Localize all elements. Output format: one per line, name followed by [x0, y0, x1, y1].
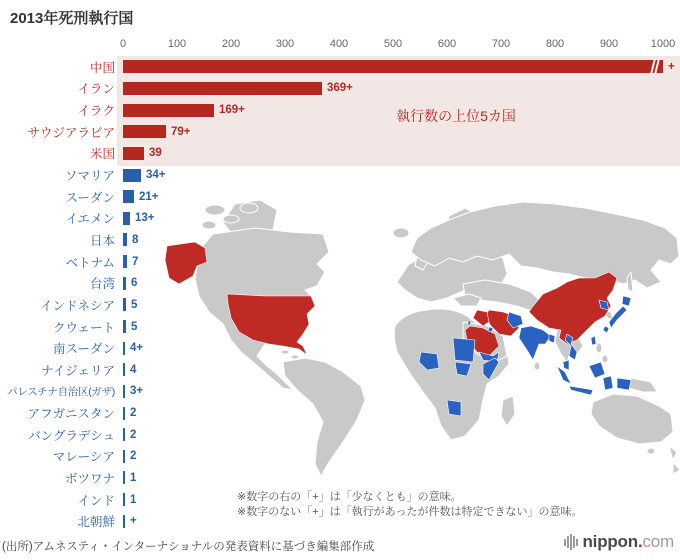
bar	[123, 471, 125, 484]
bar-row	[0, 251, 680, 273]
nippon-logo-text: nippon.com	[582, 532, 674, 551]
value-label: 21+	[139, 190, 159, 203]
bar-row	[0, 229, 680, 251]
bar	[123, 60, 663, 73]
bar	[123, 342, 125, 355]
source-credit: (出所)アムネスティ・インターナショナルの発表資料に基づき編集部作成	[2, 541, 375, 553]
bar-row	[0, 316, 680, 338]
value-label: 34+	[146, 169, 166, 182]
country-label: ソマリア	[64, 169, 115, 184]
bar-row	[0, 467, 680, 489]
bar-row	[0, 56, 680, 78]
country-label: インド	[77, 493, 115, 508]
country-label: インドネシア	[40, 298, 115, 313]
country-label: ベトナム	[65, 255, 115, 270]
bar	[123, 428, 125, 441]
x-axis-tick-label: 200	[221, 38, 241, 50]
value-label: 369+	[327, 82, 353, 95]
country-label: 台湾	[89, 277, 115, 292]
bar-row	[0, 121, 680, 143]
country-label: ボツワナ	[64, 471, 115, 486]
page-title: 2013年死刑執行国	[10, 10, 134, 27]
value-label: 2	[130, 407, 137, 420]
x-axis-tick-label: 700	[491, 38, 511, 50]
country-label: パレスチナ自治区(ガザ)	[7, 385, 115, 398]
bar-row	[0, 402, 680, 424]
bar	[123, 82, 322, 95]
footnotes	[237, 490, 583, 520]
top5-annotation: 執行数の上位5カ国	[396, 108, 516, 124]
country-label: サウジアラビア	[27, 125, 115, 140]
footnote-line: ※数字の右の「+」は「少なくとも」の意味。	[237, 491, 462, 503]
value-label: +	[668, 60, 675, 73]
value-label: 13+	[135, 212, 155, 225]
value-label: 1	[130, 493, 137, 506]
bar	[123, 298, 126, 311]
value-label: 2	[130, 450, 137, 463]
country-label: イラン	[77, 82, 115, 97]
country-label: 中国	[89, 60, 115, 75]
bar	[123, 255, 127, 268]
x-axis-tick-label: 100	[167, 38, 187, 50]
country-label: 日本	[89, 233, 115, 248]
bar-row	[0, 272, 680, 294]
bar	[123, 515, 125, 528]
value-label: 169+	[219, 104, 245, 117]
bar-row	[0, 143, 680, 165]
x-axis	[0, 38, 680, 52]
country-label: スーダン	[65, 190, 115, 205]
value-label: 5	[131, 320, 138, 333]
bar-row	[0, 424, 680, 446]
value-label: 3+	[130, 385, 144, 398]
country-label: イエメン	[65, 212, 115, 227]
country-label: クウェート	[52, 320, 115, 335]
country-label: 南スーダン	[52, 342, 115, 357]
value-label: 79+	[171, 125, 191, 138]
bar	[123, 277, 126, 290]
bar-row	[0, 359, 680, 381]
bar	[123, 320, 126, 333]
value-label: 4	[130, 363, 137, 376]
bar	[123, 147, 144, 160]
bar	[123, 190, 134, 203]
x-axis-tick-label: 900	[599, 38, 619, 50]
x-axis-tick-label: 300	[275, 38, 295, 50]
value-label: 39	[149, 147, 162, 160]
bar-rows	[0, 56, 680, 532]
value-label: 4+	[130, 342, 144, 355]
bar	[123, 450, 125, 463]
value-label: 5	[131, 298, 138, 311]
bar-row	[0, 381, 680, 403]
bar	[123, 233, 127, 246]
nippon-globe-icon	[564, 534, 578, 550]
bar-row	[0, 186, 680, 208]
country-label: ナイジェリア	[41, 363, 115, 378]
value-label: 1	[130, 471, 137, 484]
bar-row	[0, 164, 680, 186]
bar-row	[0, 337, 680, 359]
country-label: 北朝鮮	[77, 515, 115, 530]
country-label: マレーシア	[52, 450, 115, 465]
value-label: 8	[132, 233, 139, 246]
x-axis-tick-label: 1000	[650, 38, 676, 50]
bar	[123, 363, 125, 376]
bar	[123, 125, 166, 138]
country-label: アフガニスタン	[27, 407, 115, 422]
value-label: 7	[132, 255, 139, 268]
value-label: 6	[131, 277, 138, 290]
x-axis-tick-label: 800	[545, 38, 565, 50]
bar	[123, 385, 125, 398]
value-label: 2	[130, 428, 137, 441]
x-axis-tick-label: 0	[119, 38, 127, 50]
bar	[123, 493, 125, 506]
bar	[123, 407, 125, 420]
bar-row	[0, 207, 680, 229]
x-axis-tick-label: 400	[329, 38, 349, 50]
bar-row	[0, 446, 680, 468]
bar	[123, 212, 130, 225]
country-label: 米国	[89, 147, 115, 162]
footnote-line: ※数字のない「+」は「執行があったが件数は特定できない」の意味。	[237, 506, 583, 518]
country-label: イラク	[77, 104, 115, 119]
x-axis-tick-label: 500	[383, 38, 403, 50]
country-label: バングラデシュ	[28, 428, 115, 443]
bar	[123, 169, 141, 182]
bar-row	[0, 78, 680, 100]
nippon-com-logo	[564, 532, 674, 552]
value-label: +	[130, 515, 137, 528]
x-axis-tick-label: 600	[437, 38, 457, 50]
bar-row	[0, 99, 680, 121]
bar	[123, 104, 214, 117]
bar-row	[0, 294, 680, 316]
